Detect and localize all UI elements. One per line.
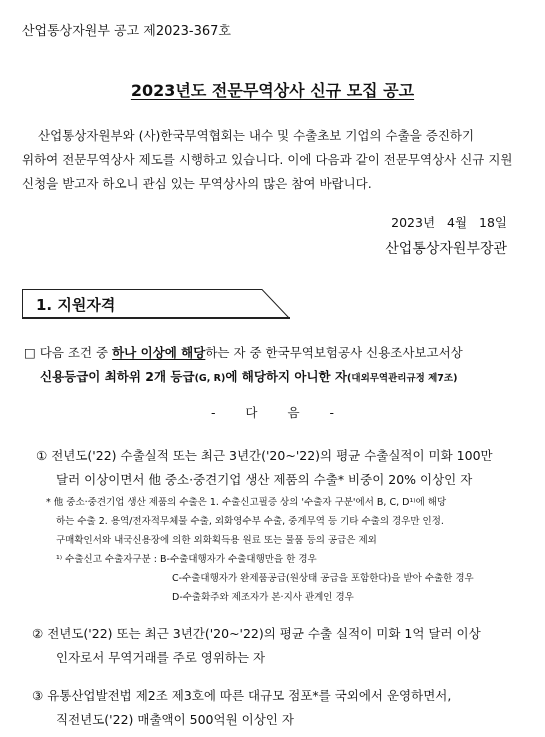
issuer-signature: 산업통상자원부장관 bbox=[385, 241, 507, 257]
item-number: ③ bbox=[32, 688, 44, 703]
checkbox-square-icon: □ bbox=[24, 345, 36, 360]
section-title-eligibility: 1. 지원자격 bbox=[36, 296, 116, 314]
footnote: * 他 중소·중견기업 생산 제품의 수출은 1. 수출신고필증 상의 '수출자 구분'에서 B, C, D¹⁾에 해당 bbox=[46, 497, 447, 508]
item-number: ② bbox=[32, 626, 44, 641]
condition-emphasis: 하나 이상에 해당 bbox=[112, 345, 206, 360]
intro-line-1: 산업통상자원부와 (사)한국무역협회는 내수 및 수출초보 기업의 수출을 증진하기 bbox=[38, 128, 475, 143]
list-item: ① 전년도('22) 수출실적 또는 최근 3년간('20~'22)의 평균 수출실적이 미화 100만 bbox=[36, 448, 493, 463]
footnote: ¹⁾ 수출신고 수출자구분 : B-수출대행자가 수출대행만을 한 경우 bbox=[56, 554, 317, 565]
item-number: ① bbox=[36, 448, 48, 463]
list-item: ② 전년도('22) 또는 최근 3년간('20~'22)의 평균 수출 실적이 미화 1억 달러 이상 bbox=[32, 626, 481, 641]
condition-text: 하는 자 중 한국무역보험공사 신용조사보고서상 bbox=[205, 345, 463, 360]
condition-line-1 bbox=[24, 343, 463, 361]
intro-line-2: 위하여 전문무역상사 제도를 시행하고 있습니다. 이에 다음과 같이 전문무역상사 신규 지원 bbox=[22, 152, 513, 167]
list-item-continued: 인자로서 무역거래를 주로 영위하는 자 bbox=[56, 650, 266, 665]
footnote: 구매확인서와 내국신용장에 의한 외화획득용 원료 또는 물품 등의 공급은 제외 bbox=[56, 535, 377, 546]
footnote: D-수출화주와 제조자가 본·지사 관계인 경우 bbox=[172, 592, 354, 603]
list-item: ③ 유통산업발전법 제2조 제3호에 따른 대규모 점포*를 국외에서 운영하면서, bbox=[32, 688, 452, 703]
page-title: 2023년도 전문무역상사 신규 모집 공고 bbox=[130, 81, 415, 100]
list-item-continued: 직전년도('22) 매출액이 500억원 이상인 자 bbox=[56, 712, 294, 727]
notice-number: 산업통상자원부 공고 제2023-367호 bbox=[22, 24, 231, 39]
list-item-continued: 달러 이상이면서 他 중소·중견기업 생산 제품의 수출* 비중이 20% 이상인 자 bbox=[56, 472, 473, 487]
list-heading: - 다 음 - bbox=[210, 405, 335, 420]
condition-text: 다음 조건 중 bbox=[39, 345, 113, 360]
footnote: 하는 수출 2. 용역/전자적무체물 수출, 외화영수부 수출, 중계무역 등 기타 수출의 경우만 인정. bbox=[56, 516, 444, 527]
intro-line-3: 신청을 받고자 하오니 관심 있는 무역상사의 많은 참여 바랍니다. bbox=[22, 176, 372, 191]
condition-line-2: 신용등급이 최하위 2개 등급(G, R)에 해당하지 아니한 자(대외무역관리규정 제7조) bbox=[40, 369, 458, 384]
footnote: C-수출대행자가 완제품공급(원상태 공급을 포함한다)을 받아 수출한 경우 bbox=[172, 573, 474, 584]
notice-date: 2023년 4월 18일 bbox=[391, 215, 507, 230]
